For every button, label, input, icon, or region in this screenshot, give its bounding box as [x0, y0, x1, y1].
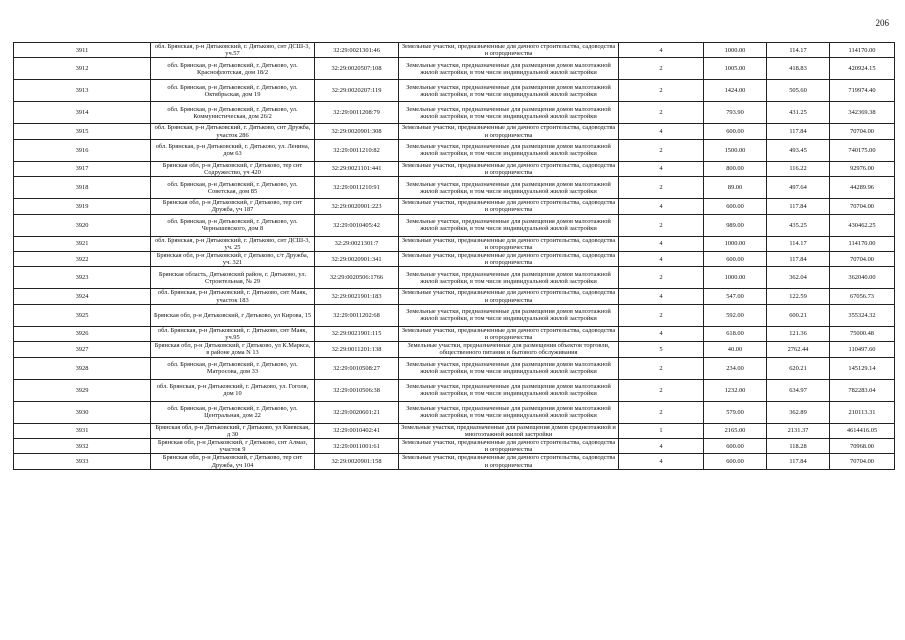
row-id-cell: 3930 [14, 401, 151, 423]
row-id-cell: 3923 [14, 267, 151, 289]
row-id-cell: 3912 [14, 58, 151, 80]
land-use-cell: Земельные участки, предназначенные для размещения домов малоэтажной жилой застройки, в том числе индивидуальной жилой застройки [399, 102, 619, 124]
table-row [14, 124, 895, 139]
land-use-cell: Земельные участки, предназначенные для размещения домов малоэтажной жилой застройки, в том числе индивидуальной жилой застройки [399, 357, 619, 379]
address-cell: обл. Брянская, р-н Дятьковский, г. Дятьково, снт ДСШ-3, уч.57 [151, 43, 315, 58]
row-id-cell: 3933 [14, 454, 151, 469]
cadastral-number-cell: 32:29:0010402:41 [315, 423, 399, 438]
unit-price-cell: 2131.37 [767, 423, 830, 438]
unit-price-cell: 117.84 [767, 454, 830, 469]
unit-price-cell: 362.04 [767, 267, 830, 289]
unit-price-cell: 418.83 [767, 58, 830, 80]
area-cell: 600.00 [704, 454, 767, 469]
group-cell: 4 [619, 454, 704, 469]
land-use-cell: Земельные участки, предназначенные для размещения домов малоэтажной жилой застройки, в том числе индивидуальной жилой застройки [399, 139, 619, 161]
cadastral-value-cell: 719974.40 [830, 80, 895, 102]
address-cell: обл. Брянская, р-н Дятьковский, г. Дятьково, ул. Коммунистическая, дом 26/2 [151, 102, 315, 124]
area-cell: 592.00 [704, 304, 767, 326]
cadastral-value-cell: 70704.00 [830, 454, 895, 469]
unit-price-cell: 620.21 [767, 357, 830, 379]
table-row [14, 199, 895, 214]
row-id-cell: 3917 [14, 161, 151, 176]
area-cell: 1500.00 [704, 139, 767, 161]
cadastral-number-cell: 32:29:0020507:108 [315, 58, 399, 80]
cadastral-number-cell: 32:29:0020901:341 [315, 252, 399, 267]
cadastral-value-cell: 342369.38 [830, 102, 895, 124]
area-cell: 234.00 [704, 357, 767, 379]
table-row [14, 252, 895, 267]
unit-price-cell: 121.36 [767, 326, 830, 341]
row-id-cell: 3919 [14, 199, 151, 214]
row-id-cell: 3929 [14, 379, 151, 401]
land-use-cell: Земельные участки, предназначенные для дачного строительства, садоводства и огородничества [399, 124, 619, 139]
land-use-cell: Земельные участки, предназначенные для размещения домов малоэтажной жилой застройки, в том числе индивидуальной жилой застройки [399, 80, 619, 102]
land-use-cell: Земельные участки, предназначенные для дачного строительства, садоводства и огородничества [399, 439, 619, 454]
cadastral-value-cell: 362040.00 [830, 267, 895, 289]
group-cell: 2 [619, 401, 704, 423]
cadastral-number-cell: 32:29:0011208:79 [315, 102, 399, 124]
table-row [14, 177, 895, 199]
cadastral-number-cell: 32:29:0011210:82 [315, 139, 399, 161]
land-use-cell: Земельные участки, предназначенные для дачного строительства, садоводства и огородничества [399, 199, 619, 214]
row-id-cell: 3916 [14, 139, 151, 161]
unit-price-cell: 634.97 [767, 379, 830, 401]
area-cell: 1232.00 [704, 379, 767, 401]
land-use-cell: Земельные участки, предназначенные для размещения домов малоэтажной жилой застройки, в том числе индивидуальной жилой застройки [399, 267, 619, 289]
table-row [14, 214, 895, 236]
unit-price-cell: 117.84 [767, 124, 830, 139]
unit-price-cell: 116.22 [767, 161, 830, 176]
row-id-cell: 3924 [14, 289, 151, 304]
address-cell: Брянская обл, р-н Дятьковский, г Дятьково, ул Киевская, д 30 [151, 423, 315, 438]
cadastral-value-cell: 782283.04 [830, 379, 895, 401]
group-cell: 4 [619, 289, 704, 304]
table-row [14, 43, 895, 58]
land-use-cell: Земельные участки, предназначенные для дачного строительства, садоводства и огородничества [399, 236, 619, 251]
land-use-cell: Земельные участки, предназначенные для дачного строительства, садоводства и огородничества [399, 43, 619, 58]
unit-price-cell: 2762.44 [767, 342, 830, 357]
land-use-cell: Земельные участки, предназначенные для размещения домов малоэтажной жилой застройки, в том числе индивидуальной жилой застройки [399, 214, 619, 236]
table-body [14, 43, 895, 470]
address-cell: Брянская обл, р-н Дятьковский, г Дятьково, с/т Дружба, уч. 321 [151, 252, 315, 267]
row-id-cell: 3911 [14, 43, 151, 58]
group-cell: 4 [619, 252, 704, 267]
cadastral-number-cell: 32:29:0021901:183 [315, 289, 399, 304]
area-cell: 600.00 [704, 439, 767, 454]
area-cell: 40.00 [704, 342, 767, 357]
table-row [14, 267, 895, 289]
unit-price-cell: 497.64 [767, 177, 830, 199]
row-id-cell: 3925 [14, 304, 151, 326]
address-cell: Брянская обл, р-н Дятьковский, г Дятьково, снт Алмаз, участок 9 [151, 439, 315, 454]
unit-price-cell: 493.45 [767, 139, 830, 161]
area-cell: 1000.00 [704, 267, 767, 289]
area-cell: 618.00 [704, 326, 767, 341]
address-cell: Брянская обл, р-н Дятьковский, г Дятьково, тер снт Дружба, уч 187 [151, 199, 315, 214]
unit-price-cell: 505.60 [767, 80, 830, 102]
group-cell: 4 [619, 326, 704, 341]
table-row [14, 342, 895, 357]
cadastral-number-cell: 32:29:0010508:27 [315, 357, 399, 379]
page-number: 206 [875, 18, 889, 28]
land-use-cell: Земельные участки, предназначенные для размещения объектов торговли, общественного питания и бытового обслуживания [399, 342, 619, 357]
cadastral-value-cell: 145129.14 [830, 357, 895, 379]
land-use-cell: Земельные участки, предназначенные для дачного строительства, садоводства и огородничества [399, 454, 619, 469]
row-id-cell: 3932 [14, 439, 151, 454]
table-row [14, 401, 895, 423]
row-id-cell: 3928 [14, 357, 151, 379]
cadastral-number-cell: 32:29:0021101:441 [315, 161, 399, 176]
row-id-cell: 3931 [14, 423, 151, 438]
cadastral-value-cell: 70704.00 [830, 252, 895, 267]
unit-price-cell: 362.89 [767, 401, 830, 423]
cadastral-number-cell: 32:29:0011001:61 [315, 439, 399, 454]
group-cell: 2 [619, 357, 704, 379]
cadastral-number-cell: 32:29:0021301:7 [315, 236, 399, 251]
table-row [14, 58, 895, 80]
cadastral-value-cell: 92976.00 [830, 161, 895, 176]
row-id-cell: 3913 [14, 80, 151, 102]
address-cell: обл. Брянская, р-н Дятьковский, г. Дятьково, ул. Октябрьская, дом 19 [151, 80, 315, 102]
group-cell: 1 [619, 423, 704, 438]
cadastral-value-cell: 67056.73 [830, 289, 895, 304]
group-cell: 2 [619, 379, 704, 401]
row-id-cell: 3927 [14, 342, 151, 357]
unit-price-cell: 431.25 [767, 102, 830, 124]
cadastral-number-cell: 32:29:0020506:1766 [315, 267, 399, 289]
table-row [14, 236, 895, 251]
cadastral-number-cell: 32:29:0021901:115 [315, 326, 399, 341]
area-cell: 793.90 [704, 102, 767, 124]
unit-price-cell: 122.59 [767, 289, 830, 304]
address-cell: Брянская обл, р-н Дятьковский, г Дятьково, тер снт Содружество, уч 420 [151, 161, 315, 176]
table-row [14, 379, 895, 401]
table-row [14, 80, 895, 102]
address-cell: обл. Брянская, р-н Дятьковский, г. Дятьково, ул. Краснофлотская, дом 18/2 [151, 58, 315, 80]
table-row [14, 326, 895, 341]
group-cell: 2 [619, 304, 704, 326]
cadastral-value-cell: 110497.60 [830, 342, 895, 357]
address-cell: обл. Брянская, р-н Дятьковский, г. Дятьково, снт Маяк, уч.95 [151, 326, 315, 341]
address-cell: обл. Брянская, р-н Дятьковский, г. Дятьково, ул. Матросова, дом 33 [151, 357, 315, 379]
land-use-cell: Земельные участки, предназначенные для дачного строительства, садоводства и огородничества [399, 161, 619, 176]
group-cell: 2 [619, 80, 704, 102]
row-id-cell: 3920 [14, 214, 151, 236]
cadastral-number-cell: 32:29:0020601:21 [315, 401, 399, 423]
land-use-cell: Земельные участки, предназначенные для размещения домов малоэтажной жилой застройки, в том числе индивидуальной жилой застройки [399, 177, 619, 199]
group-cell: 4 [619, 439, 704, 454]
table-row [14, 102, 895, 124]
cadastral-number-cell: 32:29:0020207:119 [315, 80, 399, 102]
row-id-cell: 3915 [14, 124, 151, 139]
cadastral-number-cell: 32:29:0021301:46 [315, 43, 399, 58]
cadastral-value-cell: 70704.00 [830, 124, 895, 139]
group-cell: 2 [619, 214, 704, 236]
cadastral-number-cell: 32:29:0010506:38 [315, 379, 399, 401]
cadastral-number-cell: 32:29:0010405:42 [315, 214, 399, 236]
address-cell: обл. Брянская, р-н Дятьковский, г. Дятьково, ул. Ленина, дом 63 [151, 139, 315, 161]
unit-price-cell: 435.25 [767, 214, 830, 236]
land-valuation-table [13, 42, 895, 470]
area-cell: 1424.00 [704, 80, 767, 102]
cadastral-value-cell: 4614416.05 [830, 423, 895, 438]
cadastral-value-cell: 420924.15 [830, 58, 895, 80]
address-cell: Брянская обл, р-н Дятьковский, г Дятьково, ул К.Маркса, в районе дома N 13 [151, 342, 315, 357]
area-cell: 600.00 [704, 252, 767, 267]
table-row [14, 289, 895, 304]
row-id-cell: 3914 [14, 102, 151, 124]
address-cell: обл. Брянская, р-н Дятьковский, г. Дятьково, снт ДСШ-3, уч. 25 [151, 236, 315, 251]
cadastral-value-cell: 114170.00 [830, 43, 895, 58]
table-row [14, 439, 895, 454]
cadastral-value-cell: 430462.25 [830, 214, 895, 236]
unit-price-cell: 117.84 [767, 252, 830, 267]
cadastral-number-cell: 32:29:0020901:158 [315, 454, 399, 469]
cadastral-value-cell: 75000.48 [830, 326, 895, 341]
cadastral-value-cell: 114170.00 [830, 236, 895, 251]
area-cell: 989.00 [704, 214, 767, 236]
group-cell: 2 [619, 267, 704, 289]
address-cell: обл. Брянская, р-н Дятьковский, г. Дятьково, снт Дружба, участок 286 [151, 124, 315, 139]
address-cell: Брянская обл, р-н Дятьковский, г Дятьково, ул Кирова, 15 [151, 304, 315, 326]
area-cell: 1005.00 [704, 58, 767, 80]
land-use-cell: Земельные участки, предназначенные для размещения домов малоэтажной жилой застройки, в том числе индивидуальной жилой застройки [399, 401, 619, 423]
address-cell: обл. Брянская, р-н Дятьковский, г. Дятьково, ул. Гоголя, дом 10 [151, 379, 315, 401]
address-cell: обл. Брянская, р-н Дятьковский, г. Дятьково, ул. Советская, дом 85 [151, 177, 315, 199]
land-use-cell: Земельные участки, предназначенные для дачного строительства, садоводства и огородничества [399, 326, 619, 341]
unit-price-cell: 114.17 [767, 236, 830, 251]
area-cell: 600.00 [704, 124, 767, 139]
address-cell: обл. Брянская, р-н Дятьковский, г. Дятьково, ул. Чернышевского, дом 8 [151, 214, 315, 236]
unit-price-cell: 600.21 [767, 304, 830, 326]
cadastral-number-cell: 32:29:0020901:223 [315, 199, 399, 214]
area-cell: 579.00 [704, 401, 767, 423]
land-use-cell: Земельные участки, предназначенные для размещения домов среднеэтажной и многоэтажной жилой застройки [399, 423, 619, 438]
land-use-cell: Земельные участки, предназначенные для дачного строительства, садоводства и огородничества [399, 289, 619, 304]
table-row [14, 161, 895, 176]
unit-price-cell: 117.84 [767, 199, 830, 214]
table-row [14, 139, 895, 161]
cadastral-number-cell: 32:29:0020901:308 [315, 124, 399, 139]
group-cell: 4 [619, 161, 704, 176]
row-id-cell: 3918 [14, 177, 151, 199]
table-row [14, 423, 895, 438]
area-cell: 800.00 [704, 161, 767, 176]
group-cell: 2 [619, 177, 704, 199]
land-use-cell: Земельные участки, предназначенные для дачного строительства, садоводства и огородничества [399, 252, 619, 267]
area-cell: 547.00 [704, 289, 767, 304]
group-cell: 4 [619, 199, 704, 214]
area-cell: 89.00 [704, 177, 767, 199]
area-cell: 2165.00 [704, 423, 767, 438]
group-cell: 2 [619, 139, 704, 161]
unit-price-cell: 118.28 [767, 439, 830, 454]
row-id-cell: 3921 [14, 236, 151, 251]
row-id-cell: 3926 [14, 326, 151, 341]
group-cell: 2 [619, 58, 704, 80]
address-cell: Брянская область, Дятьковский район, г. Дятьково, ул. Строительная, № 29 [151, 267, 315, 289]
land-use-cell: Земельные участки, предназначенные для размещения домов малоэтажной жилой застройки, в том числе индивидуальной жилой застройки [399, 379, 619, 401]
cadastral-value-cell: 70704.00 [830, 199, 895, 214]
group-cell: 5 [619, 342, 704, 357]
cadastral-value-cell: 70968.00 [830, 439, 895, 454]
area-cell: 1000.00 [704, 43, 767, 58]
address-cell: обл. Брянская, р-н Дятьковский, г. Дятьково, снт Маяк, участок 183 [151, 289, 315, 304]
group-cell: 4 [619, 124, 704, 139]
cadastral-value-cell: 355324.32 [830, 304, 895, 326]
area-cell: 1000.00 [704, 236, 767, 251]
cadastral-number-cell: 32:29:0011210:91 [315, 177, 399, 199]
cadastral-value-cell: 740175.00 [830, 139, 895, 161]
area-cell: 600.00 [704, 199, 767, 214]
table-row [14, 357, 895, 379]
cadastral-value-cell: 210113.31 [830, 401, 895, 423]
group-cell: 4 [619, 43, 704, 58]
row-id-cell: 3922 [14, 252, 151, 267]
address-cell: Брянская обл, р-н Дятьковский, г Дятьково, тер снт Дружба, уч 104 [151, 454, 315, 469]
cadastral-number-cell: 32:29:0011202:68 [315, 304, 399, 326]
cadastral-number-cell: 32:29:0011201:138 [315, 342, 399, 357]
group-cell: 4 [619, 236, 704, 251]
table-row [14, 454, 895, 469]
unit-price-cell: 114.17 [767, 43, 830, 58]
land-use-cell: Земельные участки, предназначенные для размещения домов малоэтажной жилой застройки, в том числе индивидуальной жилой застройки [399, 58, 619, 80]
group-cell: 2 [619, 102, 704, 124]
cadastral-value-cell: 44289.96 [830, 177, 895, 199]
land-use-cell: Земельные участки, предназначенные для размещения домов малоэтажной жилой застройки, в том числе индивидуальной жилой застройки [399, 304, 619, 326]
table-row [14, 304, 895, 326]
address-cell: обл. Брянская, р-н Дятьковский, г. Дятьково, ул. Центральная, дом 22 [151, 401, 315, 423]
